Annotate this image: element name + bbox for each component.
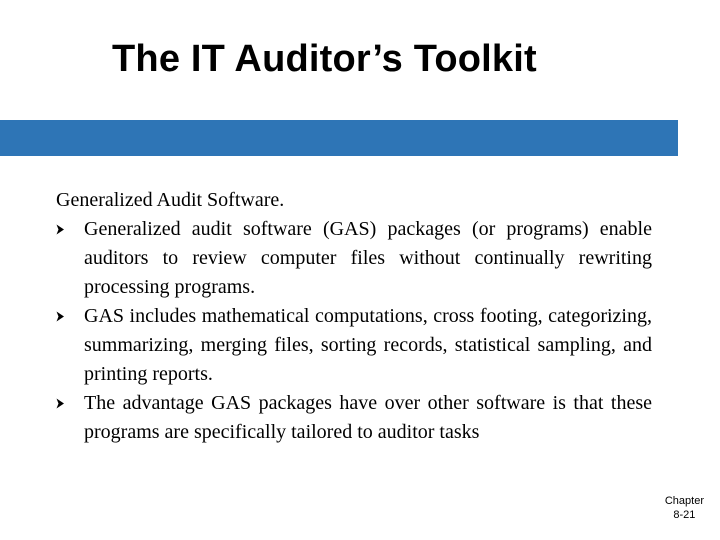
slide-title: The IT Auditor’s Toolkit: [112, 38, 537, 80]
arrow-bullet-icon: [56, 302, 70, 331]
arrow-bullet-icon: [56, 215, 70, 244]
bullet-item: [56, 215, 652, 302]
bullet-item: [56, 389, 652, 447]
bullet-text: The advantage GAS packages have over other software is that these programs are specifically tailored to auditor tasks: [84, 392, 652, 443]
slide-number: [665, 494, 704, 522]
bullet-text: Generalized audit software (GAS) packages (or programs) enable auditors to review computer files without continually rewriting processing programs.: [84, 218, 652, 298]
slide-content: [56, 186, 652, 447]
section-heading: Generalized Audit Software.: [56, 189, 285, 211]
bullet-text: GAS includes mathematical computations, cross footing, categorizing, summarizing, merging files, sorting records, statistical sampling, and printing reports.: [84, 305, 652, 385]
page-number: 8-21: [673, 509, 696, 521]
bullet-list: [56, 215, 652, 447]
bullet-item: [56, 302, 652, 389]
chapter-label: Chapter: [664, 495, 704, 507]
title-accent-bar: [0, 120, 678, 156]
arrow-bullet-icon: [56, 389, 70, 418]
